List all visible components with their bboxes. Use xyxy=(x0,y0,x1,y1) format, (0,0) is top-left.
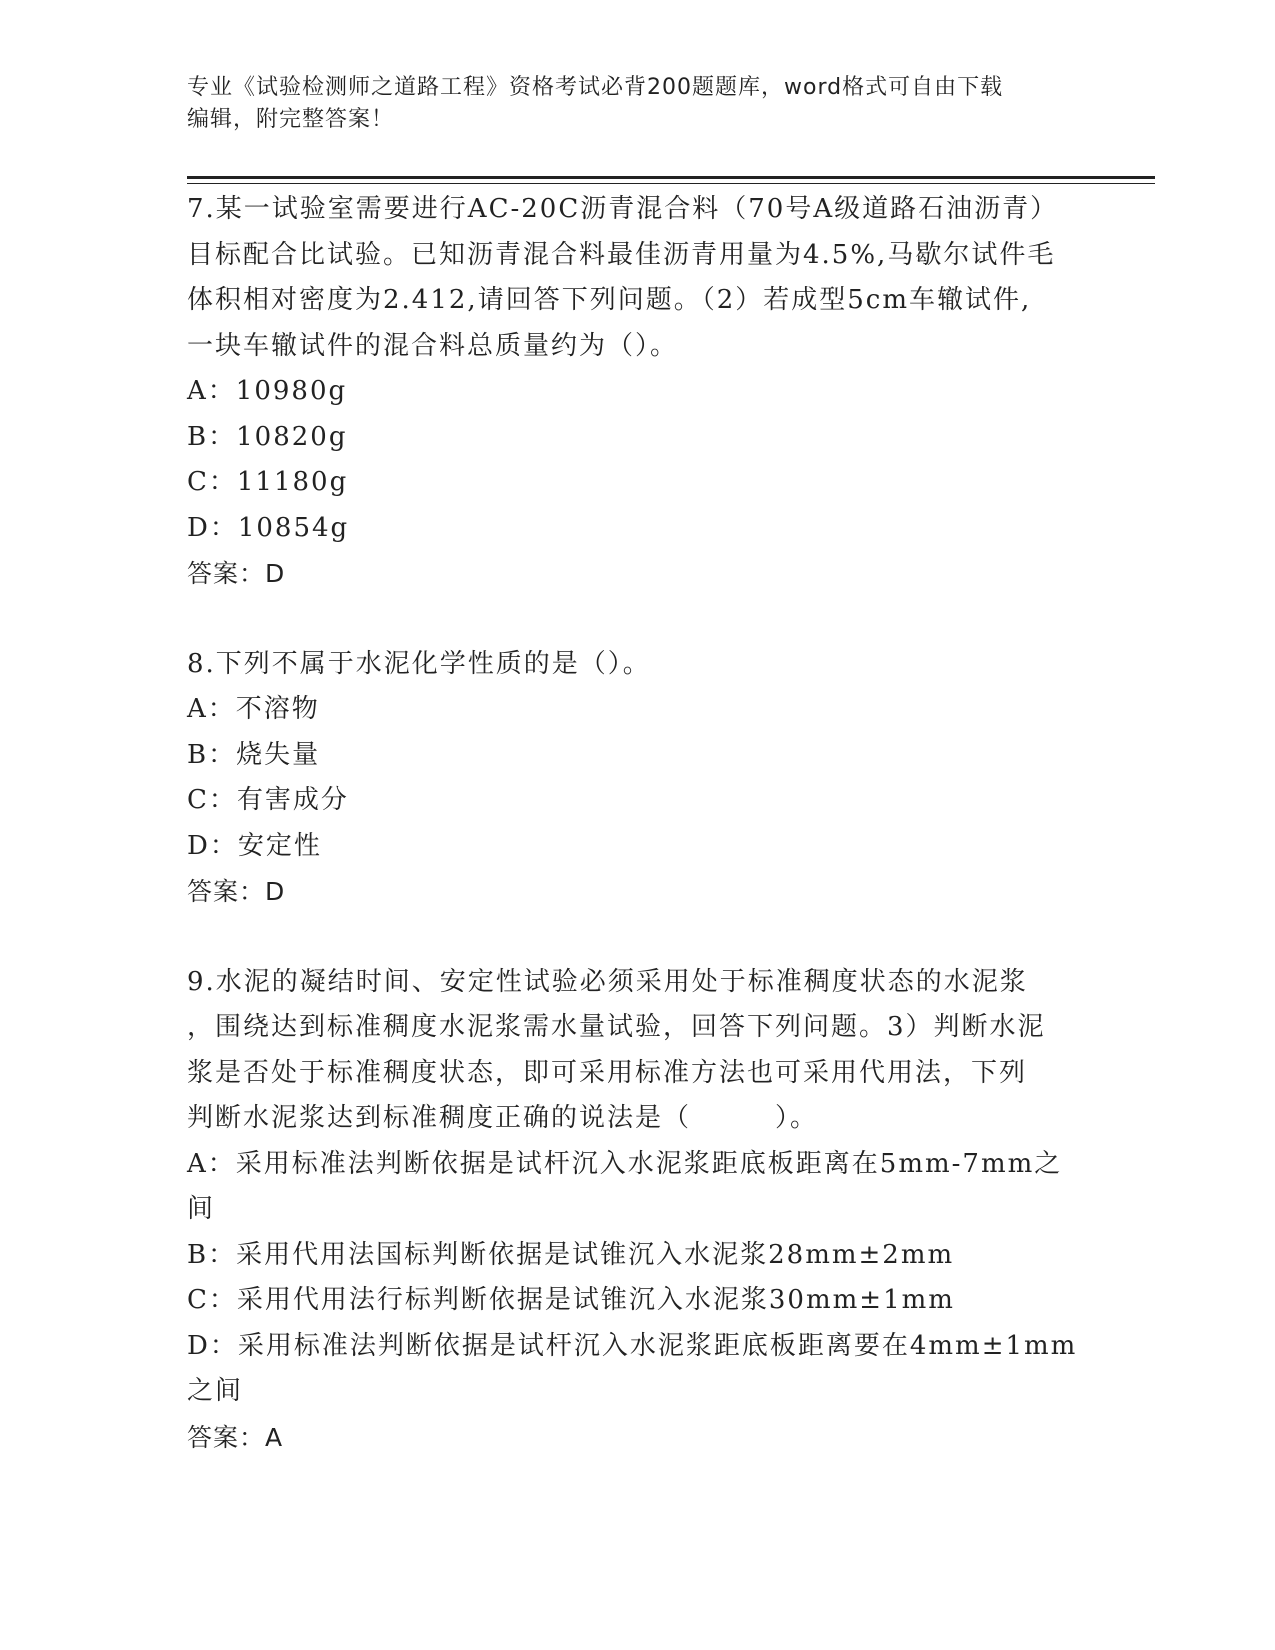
option-c: C：采用代用法行标判断依据是试锥沉入水泥浆30mm±1mm xyxy=(187,1285,955,1315)
header-line-1: 专业《试验检测师之道路工程》资格考试必背200题题库，word格式可自由下载 xyxy=(187,75,1004,100)
question-stem xyxy=(187,187,1087,369)
question-8 xyxy=(187,642,1087,915)
header-divider-thin xyxy=(187,183,1155,184)
option-a: A：不溶物 xyxy=(187,694,320,724)
stem-line: 9.水泥的凝结时间、安定性试验必须采用处于标准稠度状态的水泥浆 xyxy=(187,966,1028,997)
option-d: D：10854g xyxy=(187,512,350,543)
option-c: C：有害成分 xyxy=(187,785,349,815)
question-spacer xyxy=(187,915,1087,960)
option-a: A：10980g xyxy=(187,376,348,406)
answer: 答案：A xyxy=(187,1422,284,1452)
stem-line: 7.某一试验室需要进行AC-20C沥青混合料（70号A级道路石油沥青） xyxy=(187,194,1059,224)
question-7 xyxy=(187,187,1087,597)
option-b: B：10820g xyxy=(187,421,348,452)
option-d-continued: 之间 xyxy=(187,1376,244,1406)
question-list xyxy=(187,187,1087,1460)
stem-line: ，围绕达到标准稠度水泥浆需水量试验，回答下列问题。3）判断水泥 xyxy=(187,1012,1046,1042)
question-stem xyxy=(187,642,1087,688)
document-header xyxy=(187,72,1107,136)
stem-line: 目标配合比试验。已知沥青混合料最佳沥青用量为4.5%,马歇尔试件毛 xyxy=(187,239,1056,270)
option-c: C：11180g xyxy=(187,467,349,497)
option-d: D：采用标准法判断依据是试杆沉入水泥浆距底板距离要在4mm±1mm xyxy=(187,1330,1078,1361)
answer: 答案：D xyxy=(187,877,286,906)
answer: 答案：D xyxy=(187,559,286,588)
option-d: D：安定性 xyxy=(187,830,322,861)
header-divider-thick xyxy=(187,176,1155,179)
option-a: A：采用标准法判断依据是试杆沉入水泥浆距底板距离在5mm-7mm之间 xyxy=(187,1148,1063,1224)
option-b: B：烧失量 xyxy=(187,739,321,770)
stem-line: 体积相对密度为2.412,请回答下列问题。（2）若成型5cm车辙试件, xyxy=(187,285,1032,315)
question-stem xyxy=(187,960,1087,1142)
option-b: B：采用代用法国标判断依据是试锥沉入水泥浆28mm±2mm xyxy=(187,1239,955,1270)
stem-line: 一块车辙试件的混合料总质量约为（）。 xyxy=(187,330,679,361)
stem-line: 判断水泥浆达到标准稠度正确的说法是（ ）。 xyxy=(187,1103,819,1133)
stem-line: 浆是否处于标准稠度状态，即可采用标准方法也可采用代用法，下列 xyxy=(187,1057,1028,1088)
stem-line: 8.下列不属于水泥化学性质的是（）。 xyxy=(187,648,651,679)
header-line-2: 编辑，附完整答案！ xyxy=(187,107,395,132)
question-spacer xyxy=(187,597,1087,642)
question-9 xyxy=(187,960,1087,1461)
